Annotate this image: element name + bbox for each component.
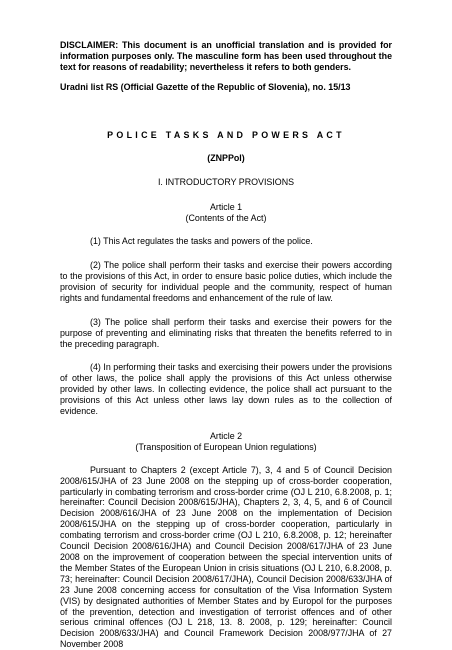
article-2-title: (Transposition of European Union regulations) — [135, 441, 317, 452]
act-abbreviation: (ZNPPol) — [207, 152, 245, 163]
article-1-number: Article 1 — [209, 202, 243, 213]
article-1-title: (Contents of the Act) — [185, 213, 267, 224]
gazette-reference: Uradni list RS (Official Gazette of the Republic of Slovenia), no. 15/13 — [60, 81, 351, 92]
document-body — [60, 40, 392, 650]
article-2-paragraph-1: Pursuant to Chapters 2 (except Article 7), 3, 4 and 5 of Council Decision 2008/615/JHA of 23 June 2008 on the stepping up of cross-border cooperation, particularly in combating terrorism and cross-border crime (OJ L 210, 6.8.2008, p. 1; hereinafter: Council Decision 2008/615/JHA), Chapters 2, 3, 4, 5, and 6 of Council Decision 2008/616/JHA of 23 June 2008 on the implementation of Decision 2008/615/JHA on the stepping up of cross-border cooperation, particularly in combating terrorism and cross-border crime (OJ L 210, 6.8.2008, p. 12; hereinafter Council Decision 2008/616/JHA) and Council Decision 2008/617/JHA of 23 June 2008 on the improvement of cooperation between the special intervention units of the Member States of the European Union in crisis situations (OJ L 210, 6.8.2008, p. 73; hereinafter: Council Decision 2008/617/JHA), Council Decision 2008/633/JHA of 23 June 2008 concerning access for consultation of the Visa Information System (VIS) by designated authorities of Member States and by Europol for the purposes of the prevention, detection and investigation of terrorist offences and of other serious criminal offences (OJ L 218, 13. 8. 2008, p. 129; hereinafter: Council Decision 2008/633/JHA) and Council Framework Decision 2008/977/JHA of 27 November 2008 — [60, 464, 392, 650]
article-1-heading — [60, 202, 392, 224]
chapter-heading: I. INTRODUCTORY PROVISIONS — [157, 177, 295, 188]
act-title: POLICE TASKS AND POWERS ACT — [107, 129, 345, 140]
article-1-paragraph-4: (4) In performing their tasks and exercising their powers under the provisions of other laws, the police shall apply the provisions of this Act unless otherwise provided by other laws. In collecting evidence, the police shall act pursuant to the provisions of this Act unless other laws lay down rules as to the collection of evidence. — [60, 362, 392, 417]
disclaimer: DISCLAIMER: This document is an unofficial translation and is provided for information purposes only. The masculine form has been used throughout the text for reasons of readability; nevertheless it refers to both genders. — [60, 40, 392, 72]
article-1-paragraph-1: (1) This Act regulates the tasks and powers of the police. — [90, 236, 313, 247]
article-2-heading — [60, 431, 392, 453]
article-1-paragraph-3: (3) The police shall perform their tasks and exercise their powers for the purpose of preventing and eliminating risks that threaten the benefits referred to in the preceding paragraph. — [60, 316, 392, 349]
article-2-number: Article 2 — [209, 430, 243, 441]
article-1-paragraph-2: (2) The police shall perform their tasks and exercise their powers according to the provisions of this Act, in order to ensure basic police duties, which include the provision of security for individual people and the community, respect of human rights and fundamental freedoms and enhancement of the rule of law. — [60, 260, 392, 303]
